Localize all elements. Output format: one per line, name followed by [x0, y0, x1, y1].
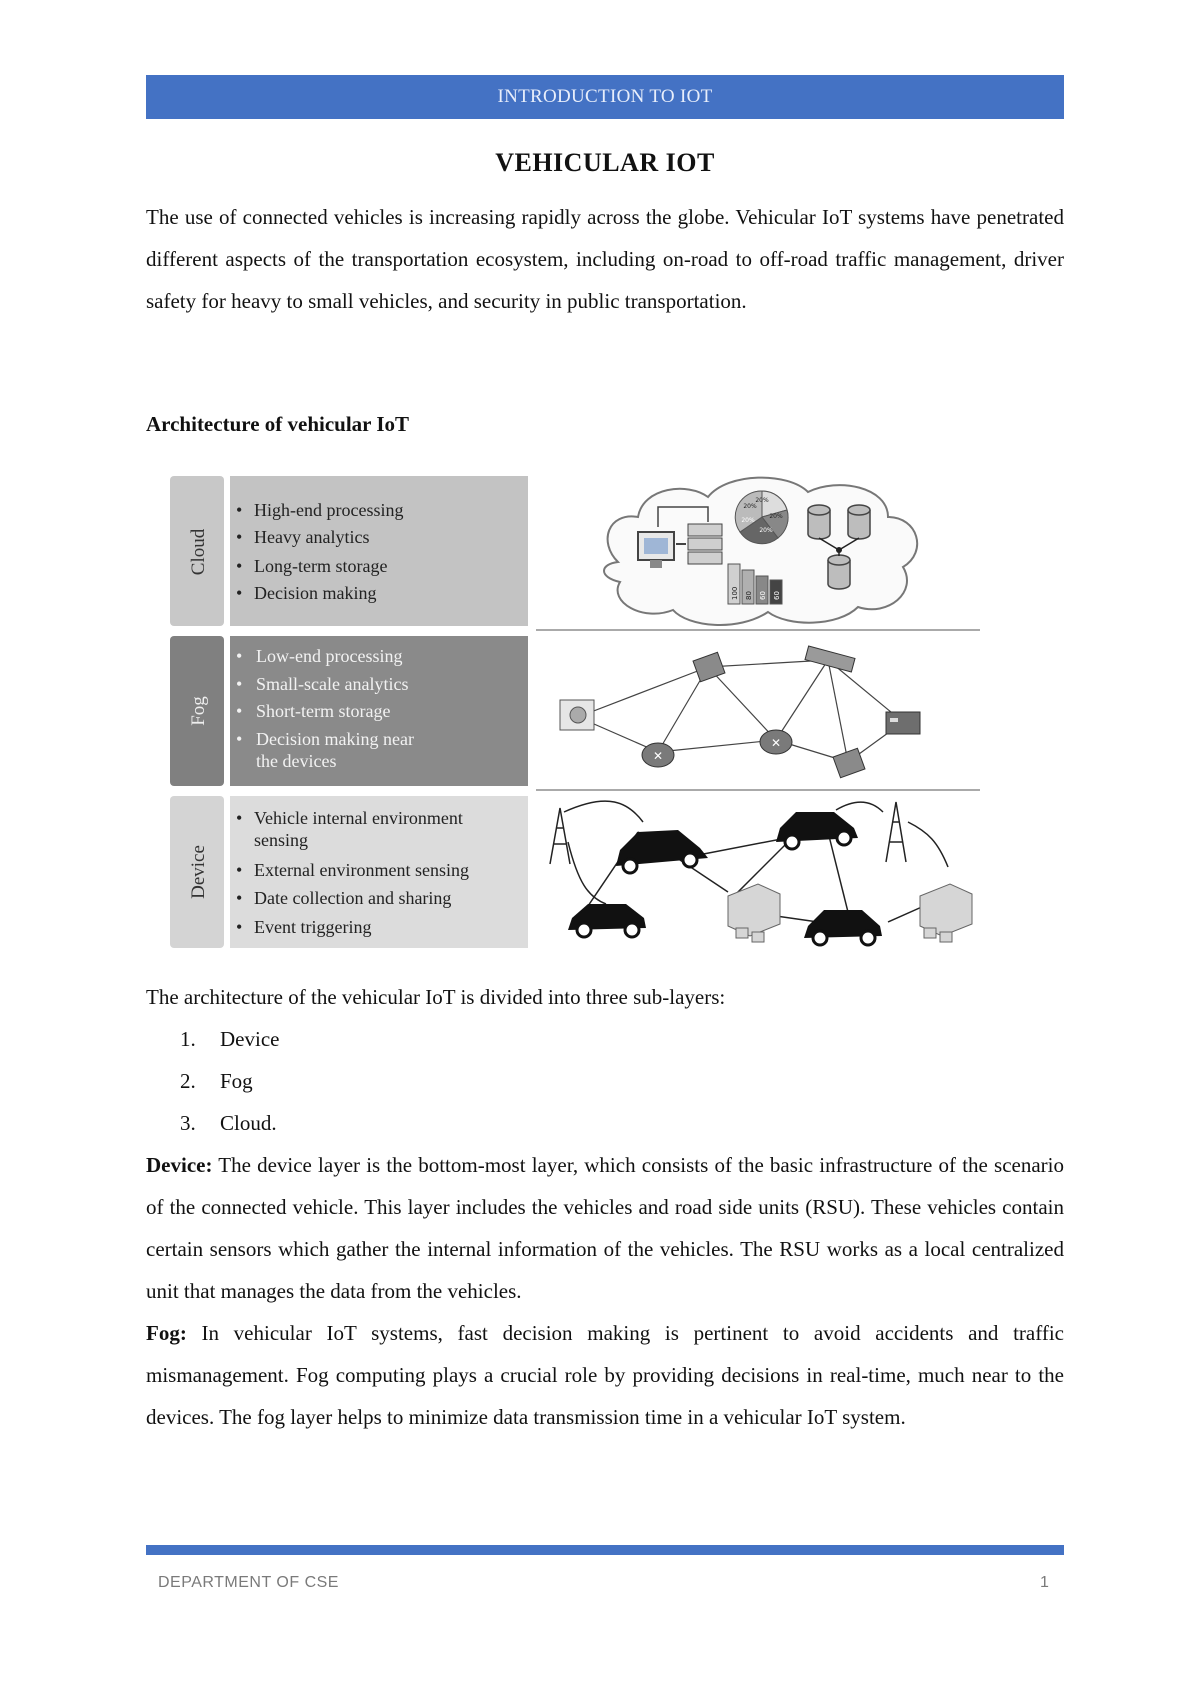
device-item: Date collection and sharing: [254, 888, 452, 908]
server-icon: [688, 524, 722, 564]
rsu-icon: [920, 884, 972, 942]
svg-text:•: •: [236, 808, 243, 828]
bar-label: 60: [773, 591, 781, 600]
svg-text:•: •: [236, 646, 243, 666]
svg-text:•: •: [236, 860, 243, 880]
footer-department: DEPARTMENT OF CSE: [158, 1574, 339, 1591]
svg-text:✕: ✕: [770, 736, 782, 750]
device-label: Device: [188, 845, 209, 899]
device-item: Vehicle internal environment: [254, 808, 463, 828]
svg-text:✕: ✕: [652, 749, 664, 763]
page-number: 1: [1040, 1574, 1049, 1591]
device-illustration: [550, 801, 972, 945]
svg-text:•: •: [236, 583, 243, 603]
bar-label: 60: [759, 591, 767, 600]
svg-text:•: •: [236, 500, 243, 520]
svg-text:•: •: [236, 701, 243, 721]
pie-chart-icon: [735, 491, 788, 544]
intro-paragraph: The use of connected vehicles is increasing rapidly across the globe. Vehicular IoT systems have penetrated different aspects of the transportation ecosystem, including on-road to off-road traffic management, driver safety for heavy to small vehicles, and security in public transportation.: [146, 205, 1064, 313]
fog-item: Low-end processing: [256, 646, 403, 666]
page-title: VEHICULAR IOT: [495, 148, 715, 177]
svg-text:•: •: [236, 527, 243, 547]
fog-item: the devices: [256, 751, 337, 771]
car-icon: [616, 830, 708, 873]
page-header: INTRODUCTION TO IOT: [146, 75, 1064, 119]
fog-paragraph: Fog: In vehicular IoT systems, fast decision making is pertinent to avoid accidents and traffic mismanagement. Fog computing plays a crucial role by providing decisions in real-time, much near to the devices. The fog layer helps to minimize data transmission time in a vehicular IoT system.: [146, 1321, 1064, 1429]
bar-label: 100: [731, 586, 739, 600]
router-icon: [760, 730, 792, 754]
fog-item: Decision making near: [256, 729, 414, 749]
rsu-icon: [728, 884, 780, 942]
svg-text:•: •: [236, 917, 243, 937]
switch-icon: [693, 652, 725, 682]
device-item: External environment sensing: [254, 860, 469, 880]
cloud-item: Decision making: [254, 583, 377, 603]
pie-label: 20%: [759, 527, 773, 534]
fog-label: Fog: [188, 696, 209, 726]
cloud-label: Cloud: [188, 528, 209, 576]
car-icon: [568, 904, 646, 937]
footer-rule: [146, 1545, 1064, 1555]
architecture-figure: [168, 472, 984, 952]
svg-text:•: •: [236, 888, 243, 908]
car-icon: [776, 812, 858, 849]
svg-text:•: •: [236, 556, 243, 576]
camera-icon: [560, 700, 594, 730]
cloud-panel: [230, 476, 528, 626]
list-item: 3. Cloud.: [180, 1111, 277, 1135]
car-icon: [804, 910, 882, 945]
cloud-item: Long-term storage: [254, 556, 388, 576]
list-item: 1. Device: [180, 1027, 280, 1051]
server-box-icon: [886, 712, 920, 734]
svg-text:•: •: [236, 729, 243, 749]
list-item: 2. Fog: [180, 1069, 253, 1093]
device-item: Event triggering: [254, 917, 372, 937]
cloud-illustration: [604, 478, 917, 625]
layers-list: [180, 1018, 279, 1144]
pie-label: 20%: [755, 497, 769, 504]
fog-item: Small-scale analytics: [256, 674, 409, 694]
device-paragraph: Device: The device layer is the bottom-most layer, which consists of the basic infrastructure of the scenario of the connected vehicle. This layer includes the vehicles and road side units (RSU). These vehicles contain certain sensors which gather the internal information of the vehicles. The RSU works as a local centralized unit that manages the data from the vehicles.: [146, 1153, 1064, 1303]
cloud-item: High-end processing: [254, 500, 404, 520]
fog-network-illustration: [560, 646, 920, 778]
architecture-intro: The architecture of the vehicular IoT is divided into three sub-layers:: [146, 985, 726, 1009]
pie-label: 20%: [743, 503, 757, 510]
device-term: Device:: [146, 1153, 213, 1177]
pie-label: 20%: [741, 517, 755, 524]
pie-label: 20%: [769, 513, 783, 520]
svg-text:•: •: [236, 674, 243, 694]
fog-item: Short-term storage: [256, 701, 391, 721]
bar-label: 80: [745, 591, 753, 600]
cloud-item: Heavy analytics: [254, 527, 370, 547]
device-item: sensing: [254, 830, 308, 850]
router-icon: [642, 743, 674, 767]
section-heading: Architecture of vehicular IoT: [146, 412, 410, 436]
fog-term: Fog:: [146, 1321, 187, 1345]
